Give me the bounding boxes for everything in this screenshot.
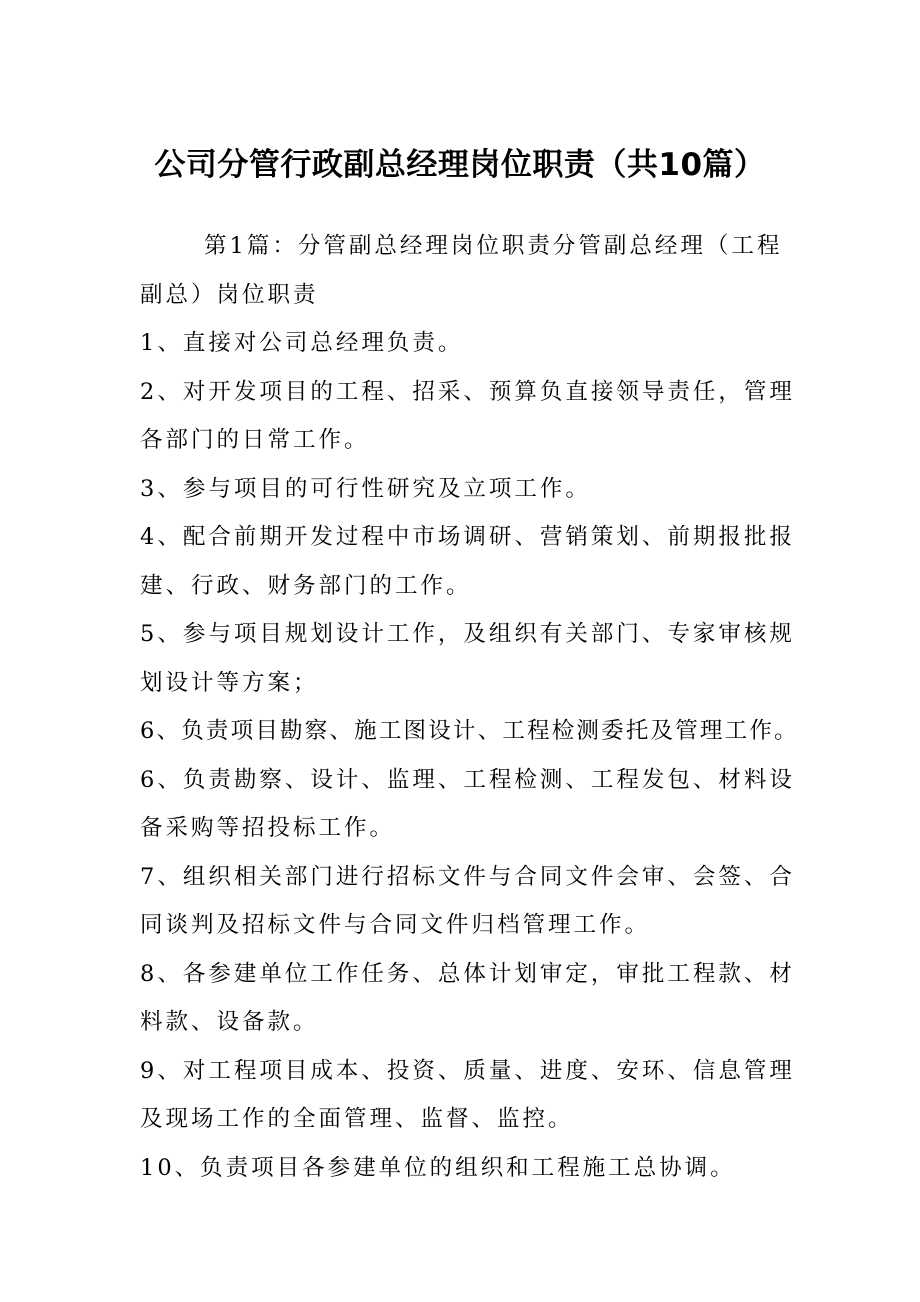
duty-item-8: 8、各参建单位工作任务、总体计划审定，审批工程款、材料款、设备款。 bbox=[140, 960, 795, 1035]
duty-item-9: 9、对工程项目成本、投资、质量、进度、安环、信息管理及现场工作的全面管理、监督、监控。 bbox=[140, 1057, 795, 1132]
document-title: 公司分管行政副总经理岗位职责（共10篇） bbox=[154, 147, 766, 183]
duty-item-6a: 6、负责项目勘察、施工图设计、工程检测委托及管理工作。 bbox=[140, 718, 799, 744]
duty-item-1: 1、直接对公司总经理负责。 bbox=[140, 330, 464, 356]
duty-item-6b: 6、负责勘察、设计、监理、工程检测、工程发包、材料设备采购等招投标工作。 bbox=[140, 766, 795, 841]
duty-item-2: 2、对开发项目的工程、招采、预算负直接领导责任，管理各部门的日常工作。 bbox=[140, 378, 795, 453]
duty-item-10: 10、负责项目各参建单位的组织和工程施工总协调。 bbox=[140, 1154, 736, 1181]
document-body bbox=[140, 222, 800, 1192]
duty-item-5: 5、参与项目规划设计工作，及组织有关部门、专家审核规划设计等方案； bbox=[140, 621, 795, 696]
duty-item-7: 7、组织相关部门进行招标文件与合同文件会审、会签、合同谈判及招标文件与合同文件归档管理工作。 bbox=[140, 863, 795, 938]
intro-paragraph: 第1篇：分管副总经理岗位职责分管副总经理（工程副总）岗位职责 bbox=[140, 233, 783, 308]
duty-item-4: 4、配合前期开发过程中市场调研、营销策划、前期报批报建、行政、财务部门的工作。 bbox=[140, 524, 795, 599]
duty-item-3: 3、参与项目的可行性研究及立项工作。 bbox=[140, 475, 591, 502]
